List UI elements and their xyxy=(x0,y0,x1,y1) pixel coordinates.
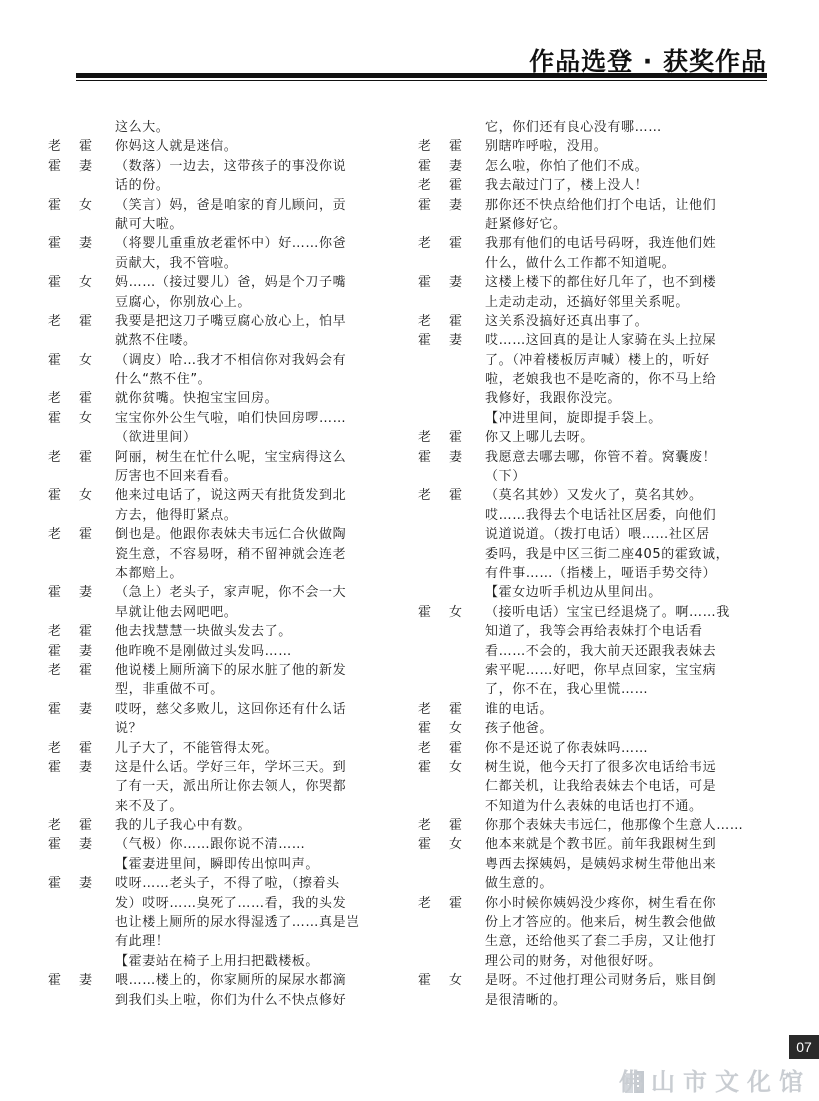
script-line xyxy=(418,680,770,699)
line-text: 这么大。 xyxy=(115,120,170,135)
line-text: 瓷生意，不容易呀，稍不留神就会连老 xyxy=(115,546,347,562)
line-text: 来不及了。 xyxy=(115,798,184,814)
script-line xyxy=(418,777,770,796)
script-line xyxy=(48,952,400,971)
script-line xyxy=(418,661,770,680)
speaker-name: 老霍 xyxy=(418,313,462,329)
line-text: 贡献大，我不管啦。 xyxy=(115,255,238,271)
line-text: 你又上哪儿去呀。 xyxy=(485,430,594,446)
line-text: 这关系没搞好还真出事了。 xyxy=(485,313,649,329)
line-text: 他来过电话了，说这两天有批货发到北 xyxy=(115,488,347,504)
line-text: 那你还不快点给他们打个电话，让他们 xyxy=(485,197,717,213)
speaker-name: 霍女 xyxy=(48,410,92,426)
script-line xyxy=(418,331,770,350)
line-text: （气极）你……跟你说不清…… xyxy=(115,837,306,853)
script-line xyxy=(48,234,400,253)
script-line xyxy=(48,913,400,932)
speaker-name: 霍妻 xyxy=(48,876,92,892)
script-line xyxy=(48,661,400,680)
line-text: 就熬不住喽。 xyxy=(115,333,197,349)
script-line xyxy=(418,855,770,874)
speaker-name: 老霍 xyxy=(418,740,462,756)
speaker-name: 老霍 xyxy=(48,139,92,155)
script-line xyxy=(48,583,400,602)
line-text: 喂……楼上的，你家厕所的屎尿水都滴 xyxy=(115,973,347,989)
script-line xyxy=(418,506,770,525)
speaker-name: 老霍 xyxy=(418,488,462,504)
line-text: 倒也是。他跟你表妹夫韦远仁合伙做陶 xyxy=(115,527,347,543)
script-line xyxy=(418,583,770,602)
line-text: 你不是还说了你表妹吗…… xyxy=(485,740,649,756)
script-line xyxy=(48,370,400,389)
speaker-name: 霍妻 xyxy=(418,197,462,213)
speaker-name: 老霍 xyxy=(48,818,92,834)
right-column xyxy=(418,118,770,1010)
script-line xyxy=(48,622,400,641)
line-text: 型，非重做不可。 xyxy=(115,682,224,698)
line-text: 了，你不在，我心里慌…… xyxy=(485,682,649,698)
line-text: 赶紧修好它。 xyxy=(485,216,567,232)
script-line xyxy=(48,894,400,913)
line-text: 是很清晰的。 xyxy=(485,992,567,1008)
line-text: 知道了，我等会再给表妹打个电话看 xyxy=(485,624,703,640)
script-line xyxy=(48,196,400,215)
line-text: 你小时候你姨妈没少疼你，树生看在你 xyxy=(485,895,717,911)
speaker-name: 老霍 xyxy=(48,662,92,678)
line-text: 献可大啦。 xyxy=(115,216,184,232)
script-line xyxy=(48,254,400,273)
script-line xyxy=(418,234,770,253)
script-line xyxy=(48,816,400,835)
line-text: 树生说，他今天打了很多次电话给韦远 xyxy=(485,759,717,775)
script-line xyxy=(48,855,400,874)
script-line xyxy=(418,564,770,583)
speaker-name: 霍妻 xyxy=(48,236,92,252)
line-text: 仁都关机，让我给表妹去个电话，可是 xyxy=(485,779,717,795)
line-text: 他说楼上厕所滴下的尿水脏了他的新发 xyxy=(115,662,347,678)
speaker-name: 霍女 xyxy=(48,352,92,368)
script-line xyxy=(418,913,770,932)
script-line xyxy=(48,137,400,156)
script-line xyxy=(418,816,770,835)
header-rule-thin xyxy=(76,80,767,81)
script-line xyxy=(48,215,400,234)
script-line xyxy=(418,254,770,273)
speaker-name: 霍妻 xyxy=(48,643,92,659)
script-line xyxy=(418,603,770,622)
script-line xyxy=(418,137,770,156)
script-line xyxy=(418,176,770,195)
script-line xyxy=(48,642,400,661)
section-title: 作品选登 · 获奖作品 xyxy=(529,47,767,76)
line-text: 孩子他爸。 xyxy=(485,721,554,737)
line-text: 理公司的财务，对他很好呀。 xyxy=(485,953,662,969)
script-line xyxy=(48,176,400,195)
script-line xyxy=(48,486,400,505)
line-text: （莫名其妙）又发火了，莫名其妙。 xyxy=(485,488,703,504)
speaker-name: 霍妻 xyxy=(418,275,462,291)
script-line xyxy=(48,428,400,447)
script-line xyxy=(418,932,770,951)
script-line xyxy=(418,991,770,1010)
script-line xyxy=(418,312,770,331)
line-text: （调皮）哈…我才不相信你对我妈会有 xyxy=(115,352,347,368)
line-text: 这楼上楼下的都住好几年了，也不到楼 xyxy=(485,275,717,291)
script-line xyxy=(418,196,770,215)
script-line xyxy=(48,777,400,796)
line-text: （笑言）妈，爸是咱家的育儿顾问，贡 xyxy=(115,197,347,213)
speaker-name: 霍女 xyxy=(418,759,462,775)
script-line xyxy=(418,642,770,661)
speaker-name: 老霍 xyxy=(48,740,92,756)
script-line xyxy=(48,758,400,777)
line-text: 儿子大了，不能管得太死。 xyxy=(115,740,279,756)
line-text: 了有一天，派出所让你去领人，你哭都 xyxy=(115,779,347,795)
line-text: 它，你们还有良心没有哪…… xyxy=(485,120,662,135)
line-text: 本都赔上。 xyxy=(115,565,184,581)
line-text: 你妈这人就是迷信。 xyxy=(115,139,238,155)
line-text: 啦，老娘我也不是吃斋的，你不马上给 xyxy=(485,372,717,388)
speaker-name: 霍妻 xyxy=(418,333,462,349)
line-text: 有件事……（指楼上，哑语手势交待） xyxy=(485,565,717,581)
line-text: 别瞎咋呼啦，没用。 xyxy=(485,139,608,155)
script-line xyxy=(48,971,400,990)
speaker-name: 霍妻 xyxy=(418,449,462,465)
script-line xyxy=(418,273,770,292)
script-line xyxy=(418,525,770,544)
script-line xyxy=(48,564,400,583)
speaker-name: 霍女 xyxy=(48,488,92,504)
speaker-name: 老霍 xyxy=(418,236,462,252)
line-text: 你那个表妹夫韦远仁，他那像个生意人…… xyxy=(485,818,744,834)
line-text: 到我们头上啦，你们为什么不快点修好 xyxy=(115,992,347,1008)
script-line xyxy=(48,680,400,699)
line-text: 怎么啦，你怕了他们不成。 xyxy=(485,158,649,174)
line-text: 了。（冲着楼板厉声喊）楼上的，听好 xyxy=(485,352,710,368)
script-line xyxy=(418,448,770,467)
script-line xyxy=(418,894,770,913)
speaker-name: 老霍 xyxy=(48,449,92,465)
line-text: 份上才答应的。他来后，树生教会他做 xyxy=(485,915,717,931)
script-line xyxy=(418,409,770,428)
line-text: 【霍妻站在椅子上用扫把戳楼板。 xyxy=(115,953,320,969)
script-line xyxy=(418,428,770,447)
line-text: 话的份。 xyxy=(115,178,170,194)
line-text: 我的儿子我心中有数。 xyxy=(115,818,252,834)
speaker-name: 霍女 xyxy=(418,604,462,620)
script-line xyxy=(48,118,400,137)
left-column xyxy=(48,118,400,1010)
line-text: 豆腐心，你别放心上。 xyxy=(115,294,252,310)
script-line xyxy=(48,797,400,816)
script-line xyxy=(418,874,770,893)
script-line xyxy=(48,312,400,331)
line-text: 是呀。不过他打理公司财务后，账目倒 xyxy=(485,973,717,989)
script-line xyxy=(418,118,770,137)
script-line xyxy=(418,545,770,564)
script-line xyxy=(48,739,400,758)
script-line xyxy=(48,545,400,564)
line-text: 谁的电话。 xyxy=(485,701,554,717)
header-rule xyxy=(76,73,767,78)
line-text: 什么，做什么工作都不知道呢。 xyxy=(485,255,676,271)
line-text: （欲进里间） xyxy=(115,430,197,446)
speaker-name: 老霍 xyxy=(418,430,462,446)
line-text: 不知道为什么表妹的电话也打不通。 xyxy=(485,798,703,814)
speaker-name: 霍妻 xyxy=(48,701,92,717)
line-text: 【霍女边听手机边从里间出。 xyxy=(485,585,662,601)
line-text: 妈……（接过婴儿）爸，妈是个刀子嘴 xyxy=(115,275,347,291)
line-text: 委吗，我是中区三街二座405的霍致诚， xyxy=(485,546,730,562)
script-line xyxy=(48,506,400,525)
line-text: 哎呀，慈父多败儿，这回你还有什么话 xyxy=(115,701,347,717)
script-line xyxy=(48,603,400,622)
page-number: 07 xyxy=(789,1035,819,1059)
line-text: （急上）老头子，家声呢，你不会一大 xyxy=(115,585,347,601)
speaker-name: 霍妻 xyxy=(48,837,92,853)
line-text: （接听电话）宝宝已经退烧了。啊……我 xyxy=(485,604,730,620)
line-text: 我那有他们的电话号码呀，我连他们姓 xyxy=(485,236,717,252)
script-line xyxy=(48,467,400,486)
script-line xyxy=(418,835,770,854)
script-line xyxy=(418,971,770,990)
speaker-name: 老霍 xyxy=(48,527,92,543)
line-text: 我去敲过门了，楼上没人！ xyxy=(485,178,649,194)
script-line xyxy=(418,467,770,486)
script-line xyxy=(48,719,400,738)
line-text: 生意，还给他买了套二手房，又让他打 xyxy=(485,934,717,950)
line-text: 也让楼上厕所的尿水得湿透了……真是岂 xyxy=(115,915,360,931)
line-text: （下） xyxy=(485,469,526,485)
script-line xyxy=(418,758,770,777)
line-text: 他去找慧慧一块做头发去了。 xyxy=(115,624,292,640)
script-line xyxy=(48,991,400,1010)
script-line xyxy=(48,700,400,719)
line-text: 早就让他去网吧吧。 xyxy=(115,604,238,620)
line-text: 我要是把这刀子嘴豆腐心放心上，怕早 xyxy=(115,313,347,329)
script-line xyxy=(418,797,770,816)
script-line xyxy=(418,622,770,641)
speaker-name: 霍女 xyxy=(48,275,92,291)
line-text: 他昨晚不是刚做过头发吗…… xyxy=(115,643,292,659)
script-line xyxy=(48,874,400,893)
speaker-name: 老霍 xyxy=(48,313,92,329)
line-text: 【霍妻进里间，瞬即传出惊叫声。 xyxy=(115,856,320,872)
script-line xyxy=(418,719,770,738)
line-text: 哎呀……老头子，不得了啦，（擦着头 xyxy=(115,876,340,892)
speaker-name: 霍妻 xyxy=(418,158,462,174)
speaker-name: 老霍 xyxy=(418,178,462,194)
script-line xyxy=(48,331,400,350)
speaker-name: 老霍 xyxy=(48,624,92,640)
speaker-name: 霍女 xyxy=(418,837,462,853)
speaker-name: 霍女 xyxy=(418,973,462,989)
line-text: 阿丽，树生在忙什么呢，宝宝病得这么 xyxy=(115,449,347,465)
script-line xyxy=(48,932,400,951)
script-line xyxy=(418,370,770,389)
script-line xyxy=(48,351,400,370)
speaker-name: 霍妻 xyxy=(48,973,92,989)
line-text: 这是什么话。学好三年，学坏三天。到 xyxy=(115,759,347,775)
speaker-name: 霍女 xyxy=(48,197,92,213)
speaker-name: 老霍 xyxy=(418,895,462,911)
line-text: 粤西去探姨妈，是姨妈求树生带他出来 xyxy=(485,856,717,872)
speaker-name: 霍妻 xyxy=(48,759,92,775)
script-line xyxy=(418,293,770,312)
speaker-name: 老霍 xyxy=(418,701,462,717)
line-text: 说？ xyxy=(115,721,143,737)
line-text: 就你贫嘴。快抱宝宝回房。 xyxy=(115,391,279,407)
line-text: 看……不会的，我大前天还跟我表妹去 xyxy=(485,643,717,659)
line-text: 索平呢……好吧，你早点回家，宝宝病 xyxy=(485,662,717,678)
script-line xyxy=(418,952,770,971)
speaker-name: 霍妻 xyxy=(48,158,92,174)
line-text: 上走动走动，还搞好邻里关系呢。 xyxy=(485,294,690,310)
speaker-name: 老霍 xyxy=(48,391,92,407)
speaker-name: 老霍 xyxy=(418,818,462,834)
script-line xyxy=(418,486,770,505)
script-line xyxy=(418,351,770,370)
script-line xyxy=(48,525,400,544)
speaker-name: 霍妻 xyxy=(48,585,92,601)
line-text: 我修好，我跟你没完。 xyxy=(485,391,622,407)
watermark-text: 佛山市文化馆 xyxy=(619,1068,811,1096)
line-text: （数落）一边去，这带孩子的事没你说 xyxy=(115,158,347,174)
script-line xyxy=(48,835,400,854)
script-line xyxy=(418,739,770,758)
line-text: 哎……我得去个电话社区居委，向他们 xyxy=(485,507,717,523)
line-text: 说道说道。（拨打电话）喂……社区居 xyxy=(485,527,710,543)
line-text: 【冲进里间，旋即提手袋上。 xyxy=(485,410,662,426)
script-line xyxy=(418,157,770,176)
script-line xyxy=(48,293,400,312)
line-text: 有此理！ xyxy=(115,934,170,950)
line-text: 我愿意去哪去哪，你管不着。窝囊废！ xyxy=(485,449,717,465)
line-text: （将婴儿重重放老霍怀中）好……你爸 xyxy=(115,236,347,252)
script-line xyxy=(418,215,770,234)
line-text: 发）哎呀……臭死了……看，我的头发 xyxy=(115,895,347,911)
line-text: 他本来就是个教书匠。前年我跟树生到 xyxy=(485,837,717,853)
script-line xyxy=(48,409,400,428)
script-line xyxy=(48,448,400,467)
script-line xyxy=(418,700,770,719)
speaker-name: 老霍 xyxy=(418,139,462,155)
line-text: 做生意的。 xyxy=(485,876,554,892)
speaker-name: 霍女 xyxy=(418,721,462,737)
line-text: 宝宝你外公生气啦，咱们快回房啰…… xyxy=(115,410,347,426)
line-text: 方去，他得盯紧点。 xyxy=(115,507,238,523)
line-text: 哎……这回真的是让人家骑在头上拉屎 xyxy=(485,333,717,349)
script-line xyxy=(418,389,770,408)
script-line xyxy=(48,273,400,292)
script-line xyxy=(48,157,400,176)
line-text: 什么“熬不住”。 xyxy=(115,372,212,388)
line-text: 厉害也不回来看看。 xyxy=(115,469,238,485)
script-line xyxy=(48,389,400,408)
